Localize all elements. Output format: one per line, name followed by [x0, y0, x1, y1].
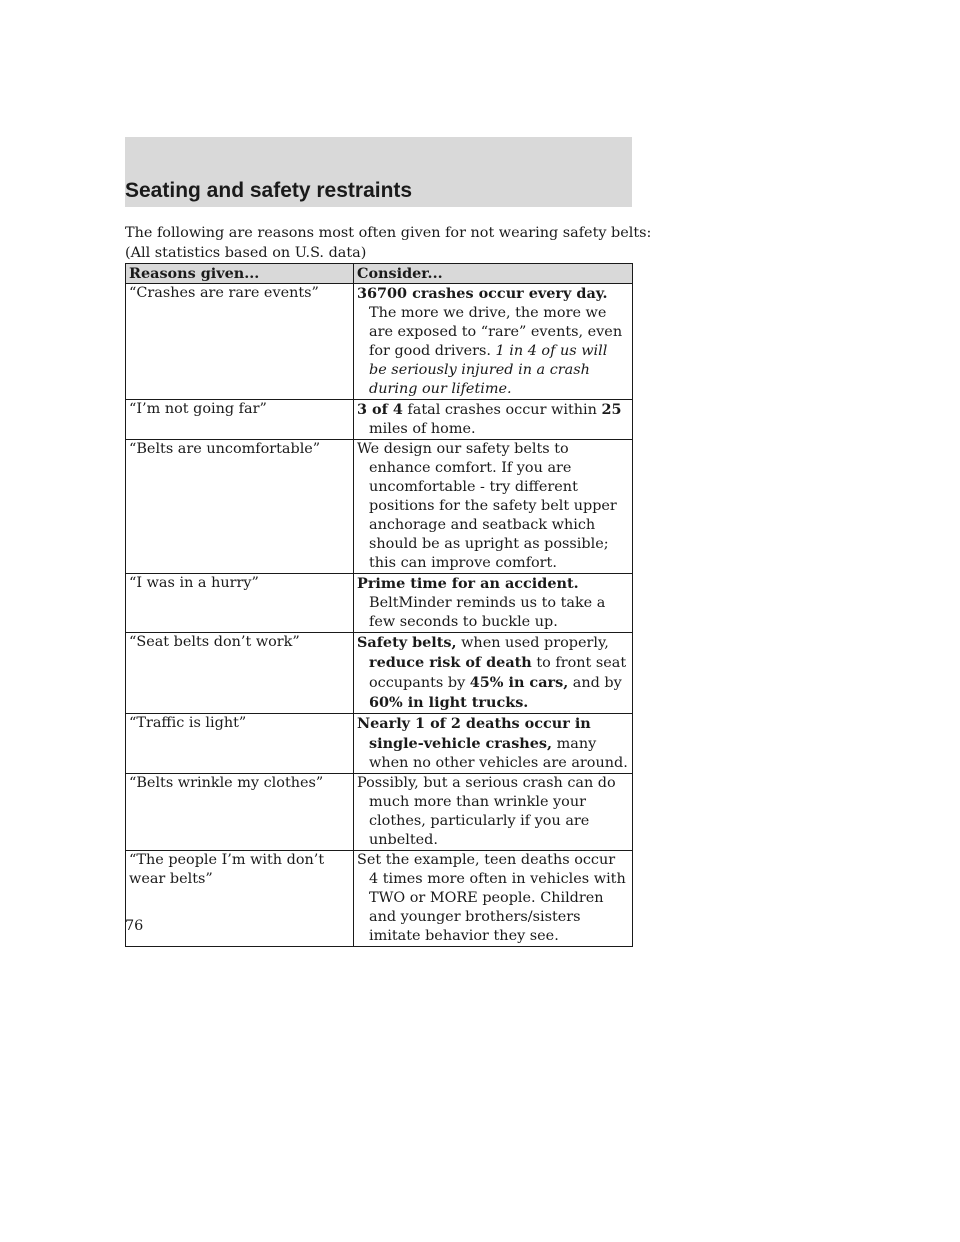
reason-text: “Traffic is light” [129, 715, 247, 731]
table-header-row [126, 264, 633, 284]
body-text: and by [572, 675, 622, 691]
intro-text [125, 223, 652, 263]
reason-cell [126, 440, 354, 574]
body-text: BeltMinder reminds us to take a few seconds to buckle up. [369, 595, 606, 630]
intro-line-1: The following are reasons most often given for not wearing safety belts: [125, 225, 652, 241]
body-text: The more we drive, the more we are exposed to “rare” events, even for good drivers. [369, 305, 623, 359]
consider-cell [354, 440, 633, 574]
emphasis-text: 36700 crashes occur every day. [357, 285, 608, 302]
emphasis-text: Nearly 1 of 2 deaths occur in single-vehicle crashes, [357, 715, 591, 752]
body-text: fatal crashes occur within [407, 402, 597, 418]
table-body [126, 284, 633, 947]
reason-cell [126, 851, 354, 947]
header-consider: Consider... [354, 264, 633, 284]
italic-text: 1 in 4 of us will be seriously injured in a crash during our lifetime. [369, 343, 608, 397]
consider-cell [354, 774, 633, 851]
emphasis-text: 45% in cars, [469, 674, 569, 691]
reason-cell [126, 714, 354, 774]
reasons-table [125, 263, 633, 947]
consider-text [357, 574, 628, 632]
table-row [126, 440, 633, 574]
table-row [126, 633, 633, 714]
consider-text [357, 440, 628, 573]
reason-cell [126, 574, 354, 633]
emphasis-text: Prime time for an accident. [357, 575, 579, 592]
reason-text: “Seat belts don’t work” [129, 634, 300, 650]
body-text: We design our safety belts to enhance comfort. If you are uncomfortable - try different positions for the safety belt upper anchorage and seatback which should be as upright as possible; this can improve comfort. [357, 441, 617, 571]
reason-text: “Belts wrinkle my clothes” [129, 775, 324, 791]
table-row [126, 774, 633, 851]
reason-text: “I was in a hurry” [129, 575, 259, 591]
body-text: miles of home. [369, 421, 476, 437]
consider-cell [354, 400, 633, 440]
body-text: many when no other vehicles are around. [369, 736, 628, 771]
table-row [126, 851, 633, 947]
consider-text [357, 633, 628, 713]
consider-text [357, 851, 628, 946]
consider-cell [354, 574, 633, 633]
reason-text: “The people I’m with don’t wear belts” [129, 852, 325, 887]
consider-cell [354, 851, 633, 947]
reason-cell [126, 400, 354, 440]
reason-text: “Belts are uncomfortable” [129, 441, 321, 457]
table-row [126, 714, 633, 774]
header-reasons-given: Reasons given... [126, 264, 354, 284]
body-text: to front seat occupants by [369, 655, 627, 691]
consider-cell [354, 633, 633, 714]
consider-text [357, 400, 628, 439]
consider-text [357, 774, 628, 850]
consider-cell [354, 714, 633, 774]
body-text: Possibly, but a serious crash can do much more than wrinkle your clothes, particularly if you are unbelted. [357, 775, 616, 848]
intro-line-2: (All statistics based on U.S. data) [125, 245, 367, 261]
emphasis-text: Safety belts, [357, 634, 457, 651]
reason-text: “Crashes are rare events” [129, 285, 319, 301]
section-header [125, 137, 632, 207]
reason-cell [126, 633, 354, 714]
emphasis-text: 25 [601, 401, 622, 418]
consider-cell [354, 284, 633, 400]
section-title: Seating and safety restraints [125, 179, 413, 202]
page-number: 76 [125, 918, 144, 934]
emphasis-text: reduce risk of death [369, 654, 532, 671]
table-row [126, 284, 633, 400]
reason-text: “I’m not going far” [129, 401, 267, 417]
body-text: when used properly, [461, 635, 609, 651]
table-row [126, 574, 633, 633]
reason-cell [126, 774, 354, 851]
consider-text [357, 714, 628, 773]
emphasis-text: 60% in light trucks. [369, 694, 529, 711]
emphasis-text: 3 of 4 [357, 401, 403, 418]
body-text: Set the example, teen deaths occur 4 times more often in vehicles with TWO or MORE people. Children and younger brothers/sisters imitate behavior they see. [357, 852, 626, 944]
table-row [126, 400, 633, 440]
consider-text [357, 284, 628, 399]
reason-cell [126, 284, 354, 400]
